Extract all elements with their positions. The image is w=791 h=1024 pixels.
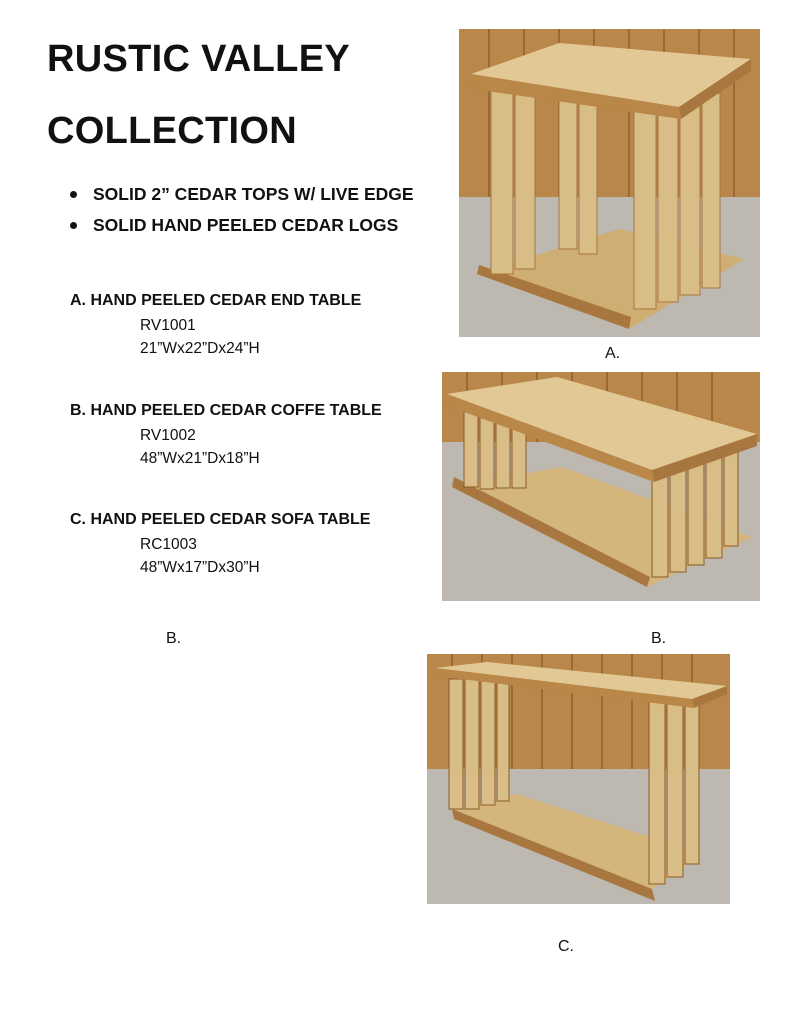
product-dimensions: 48”Wx21”Dx18”H xyxy=(140,450,260,467)
caption-a: A. xyxy=(605,345,621,362)
product-sku: RV1001 xyxy=(140,317,196,334)
feature-item: SOLID 2” CEDAR TOPS W/ LIVE EDGE xyxy=(70,179,414,210)
product-sku: RV1002 xyxy=(140,427,196,444)
product-heading: A. HAND PEELED CEDAR END TABLE xyxy=(70,292,362,309)
caption-c: C. xyxy=(558,938,574,955)
product-heading: B. HAND PEELED CEDAR COFFE TABLE xyxy=(70,402,382,419)
collection-title-line-2: COLLECTION xyxy=(47,110,297,152)
sofa-table-photo xyxy=(427,654,730,904)
product-a xyxy=(70,291,361,360)
product-heading: C. HAND PEELED CEDAR SOFA TABLE xyxy=(70,511,371,528)
feature-item: SOLID HAND PEELED CEDAR LOGS xyxy=(70,210,414,241)
product-sku: RC1003 xyxy=(140,536,197,553)
product-b xyxy=(70,401,382,470)
product-c xyxy=(70,510,370,579)
caption-b-left: B. xyxy=(166,630,182,647)
collection-title-line-1: RUSTIC VALLEY xyxy=(47,38,350,80)
feature-list xyxy=(70,179,414,241)
end-table-photo xyxy=(459,29,760,337)
caption-b-right: B. xyxy=(651,630,667,647)
product-dimensions: 21”Wx22”Dx24”H xyxy=(140,340,260,357)
coffee-table-photo xyxy=(442,372,760,601)
product-dimensions: 48”Wx17”Dx30”H xyxy=(140,559,260,576)
